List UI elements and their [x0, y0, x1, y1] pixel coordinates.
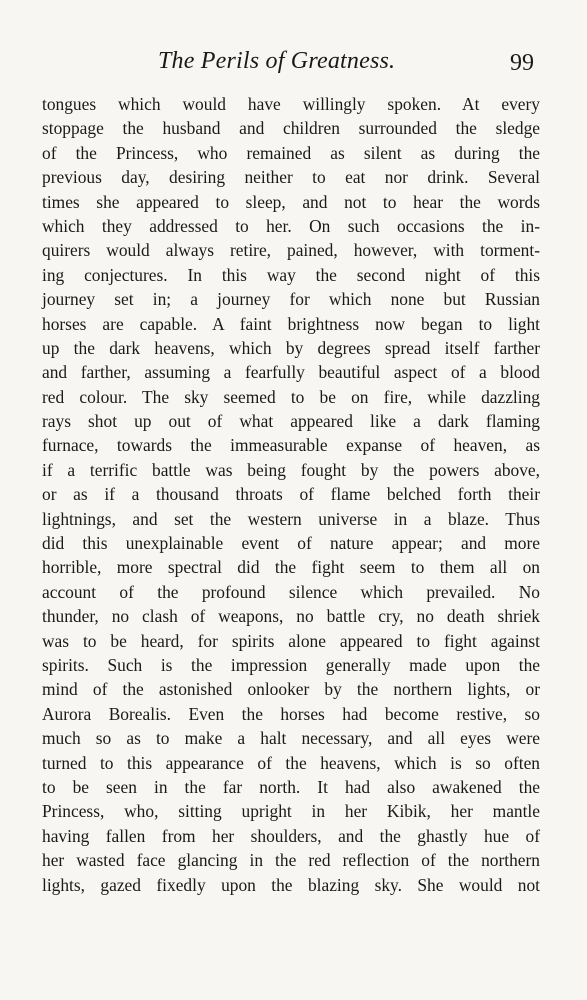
text-line: journey set in; a journey for which none but Russian [42, 289, 540, 310]
text-line: Princess, who, sitting upright in her Kibik, her mantle [42, 801, 540, 822]
text-line: if a terrific battle was being fought by the powers above, [42, 459, 540, 480]
text-line: up the dark heavens, which by degrees spread itself farther [42, 337, 540, 358]
text-line: previous day, desiring neither to eat nor drink. Several [42, 167, 540, 188]
text-line: of the Princess, who remained as silent as during the [42, 142, 540, 163]
page-header [0, 42, 587, 82]
text-line: lightnings, and set the western universe in a blaze. Thus [42, 508, 540, 529]
text-line: was to be heard, for spirits alone appeared to fight against [42, 630, 540, 651]
text-line: mind of the astonished onlooker by the northern lights, or [42, 679, 540, 700]
text-line: having fallen from her shoulders, and the ghastly hue of [42, 825, 540, 846]
body-text [42, 92, 540, 897]
text-line: horrible, more spectral did the fight seem to them all on [42, 557, 540, 578]
text-line: which they addressed to her. On such occasions the in- [42, 215, 540, 236]
text-line: tongues which would have willingly spoken. At every [42, 94, 540, 114]
text-line: Aurora Borealis. Even the horses had become restive, so [42, 703, 540, 724]
text-line: furnace, towards the immeasurable expanse of heaven, as [42, 435, 540, 456]
text-line: quirers would always retire, pained, however, with torment- [42, 240, 540, 261]
text-line: her wasted face glancing in the red reflection of the northern [42, 850, 540, 871]
text-line: horses are capable. A faint brightness now began to light [42, 313, 540, 334]
text-line: red colour. The sky seemed to be on fire, while dazzling [42, 386, 540, 407]
running-title: The Perils of Greatness. [158, 48, 396, 74]
text-line: account of the profound silence which prevailed. No [42, 581, 540, 602]
text-line: did this unexplainable event of nature appear; and more [42, 533, 540, 554]
text-line: to be seen in the far north. It had also awakened the [42, 776, 540, 797]
text-line: stoppage the husband and children surrounded the sledge [42, 118, 540, 139]
text-line: or as if a thousand throats of flame belched forth their [42, 484, 540, 505]
text-line: turned to this appearance of the heavens, which is so often [42, 752, 540, 773]
text-line: lights, gazed fixedly upon the blazing sky. She would not [42, 874, 540, 895]
text-line: and farther, assuming a fearfully beautiful aspect of a blood [42, 362, 540, 383]
text-line: much so as to make a halt necessary, and all eyes were [42, 728, 540, 749]
text-line: spirits. Such is the impression generally made upon the [42, 654, 540, 675]
text-line: times she appeared to sleep, and not to hear the words [42, 191, 540, 212]
text-line: rays shot up out of what appeared like a dark flaming [42, 411, 540, 432]
page-number: 99 [510, 50, 534, 76]
text-line: thunder, no clash of weapons, no battle cry, no death shriek [42, 606, 540, 627]
text-line: ing conjectures. In this way the second night of this [42, 264, 540, 285]
